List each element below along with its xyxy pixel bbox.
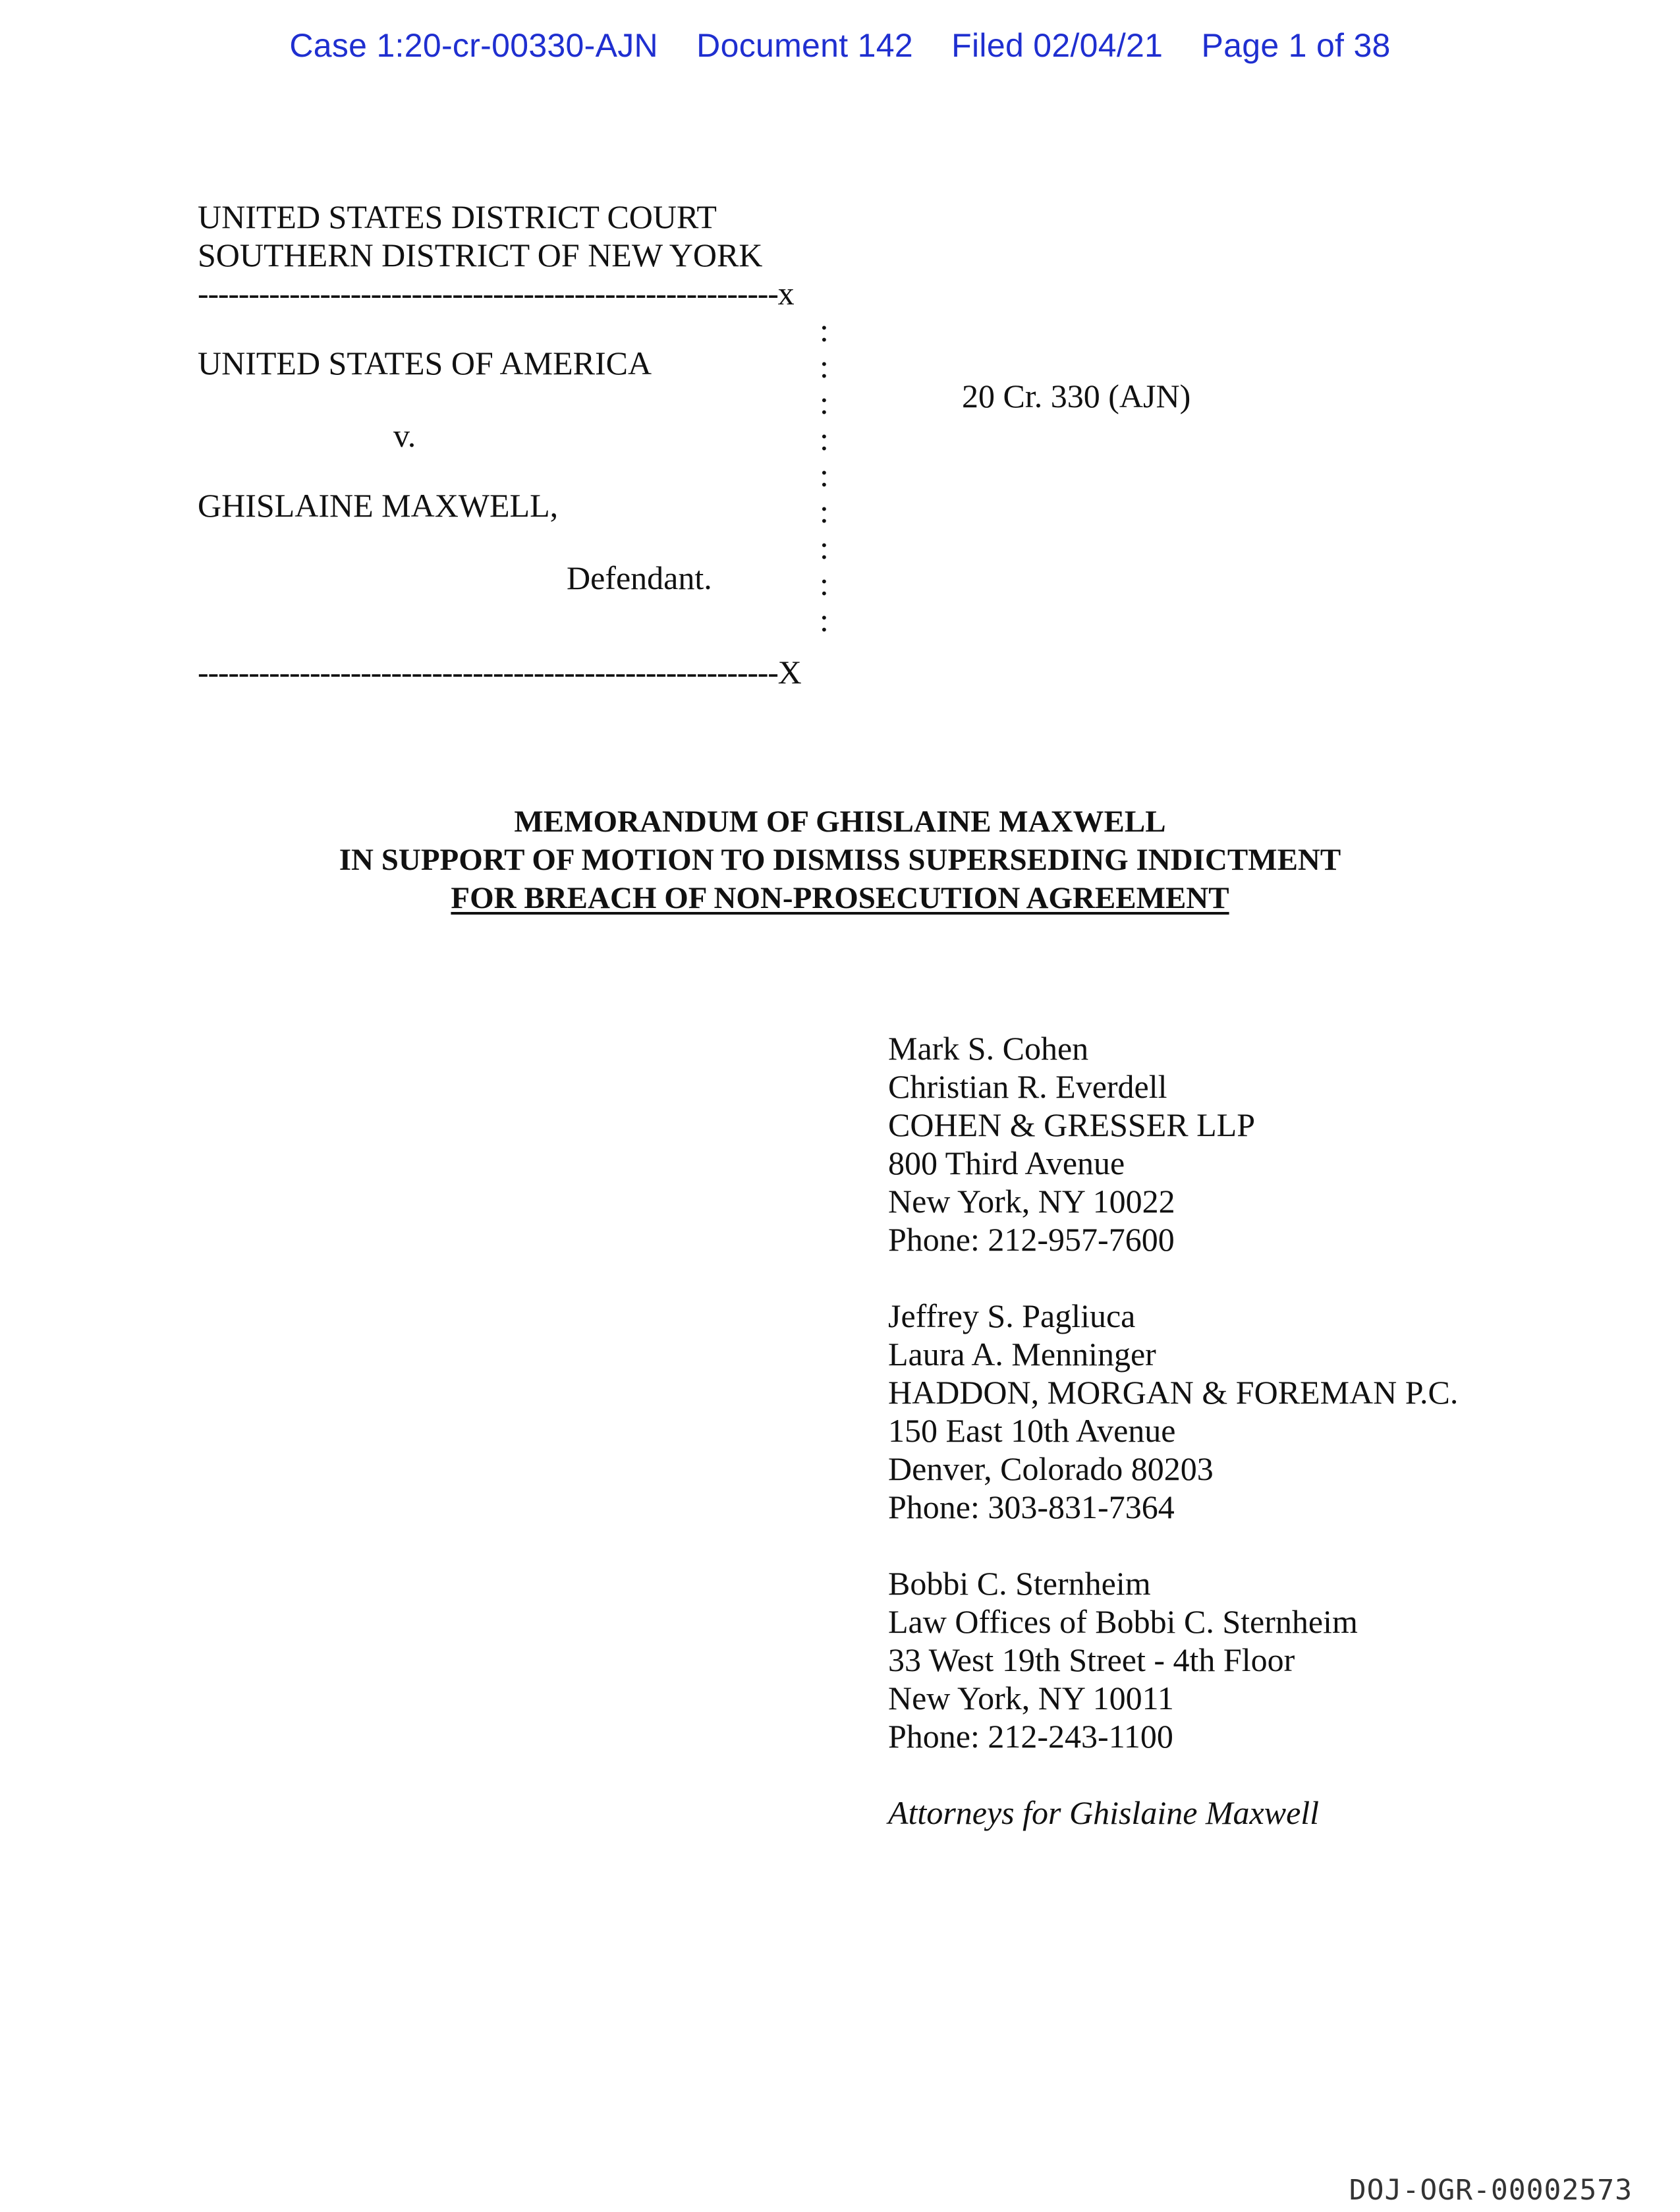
counsel-group-sternheim [888, 1564, 1458, 1755]
counsel-line: 33 West 19th Street - 4th Floor [888, 1641, 1295, 1678]
counsel-line: COHEN & GRESSER LLP [888, 1106, 1256, 1143]
caption-colon: : [820, 493, 829, 530]
counsel-line: Jeffrey S. Pagliuca [888, 1297, 1136, 1334]
counsel-group-haddon-morgan-foreman [888, 1297, 1458, 1526]
caption-colon: : [820, 420, 829, 457]
title-line-1: MEMORANDUM OF GHISLAINE MAXWELL [514, 805, 1166, 839]
caption-colon: : [820, 457, 829, 494]
caption-plaintiff: UNITED STATES OF AMERICA [198, 345, 652, 382]
caption-colon: : [820, 565, 829, 602]
court-name-line-2: SOUTHERN DISTRICT OF NEW YORK [198, 237, 763, 273]
counsel-line: 800 Third Avenue [888, 1145, 1125, 1181]
counsel-line: Phone: 212-243-1100 [888, 1718, 1173, 1755]
counsel-line: Bobbi C. Sternheim [888, 1565, 1151, 1602]
caption-defendant-label: Defendant. [567, 559, 712, 596]
counsel-line: Law Offices of Bobbi C. Sternheim [888, 1603, 1358, 1640]
ecf-filing-header [0, 26, 1680, 65]
caption-bottom-rule: ---------------------------------------------------------X [198, 654, 801, 691]
counsel-line: Phone: 212-957-7600 [888, 1221, 1175, 1258]
caption-colon: : [820, 312, 829, 349]
counsel-line: Laura A. Menninger [888, 1336, 1156, 1373]
counsel-line: Mark S. Cohen [888, 1030, 1089, 1067]
counsel-block [888, 1029, 1458, 1832]
counsel-line: Christian R. Everdell [888, 1068, 1167, 1105]
counsel-line: New York, NY 10011 [888, 1680, 1174, 1716]
caption-top-rule: ---------------------------------------------------------x [198, 275, 794, 312]
caption-colon: : [820, 529, 829, 566]
counsel-line: Denver, Colorado 80203 [888, 1450, 1214, 1487]
title-line-3: FOR BREACH OF NON-PROSECUTION AGREEMENT [451, 881, 1229, 915]
ecf-case-number: Case 1:20-cr-00330-AJN [289, 27, 658, 64]
title-line-2: IN SUPPORT OF MOTION TO DISMISS SUPERSEDING INDICTMENT [339, 843, 1341, 877]
counsel-line: Phone: 303-831-7364 [888, 1489, 1175, 1525]
counsel-line: 150 East 10th Avenue [888, 1412, 1176, 1449]
bates-number: DOJ-OGR-00002573 [1349, 2174, 1633, 2207]
caption-defendant-name: GHISLAINE MAXWELL, [198, 487, 559, 524]
ecf-document-number: Document 142 [696, 27, 913, 64]
caption-colon: : [820, 348, 829, 385]
ecf-filed-date: Filed 02/04/21 [951, 27, 1163, 64]
counsel-group-cohen-gresser [888, 1029, 1458, 1259]
case-number: 20 Cr. 330 (AJN) [962, 378, 1191, 414]
caption-colon: : [820, 602, 829, 638]
counsel-line: New York, NY 10022 [888, 1183, 1175, 1220]
caption-versus: v. [393, 417, 416, 454]
court-name-block [198, 198, 762, 274]
counsel-line: HADDON, MORGAN & FOREMAN P.C. [888, 1374, 1459, 1411]
attorneys-for-line: Attorneys for Ghislaine Maxwell [888, 1794, 1320, 1831]
ecf-page-indicator: Page 1 of 38 [1201, 27, 1391, 64]
document-title [0, 803, 1680, 917]
caption-colon: : [820, 384, 829, 421]
court-name-line-1: UNITED STATES DISTRICT COURT [198, 198, 717, 235]
